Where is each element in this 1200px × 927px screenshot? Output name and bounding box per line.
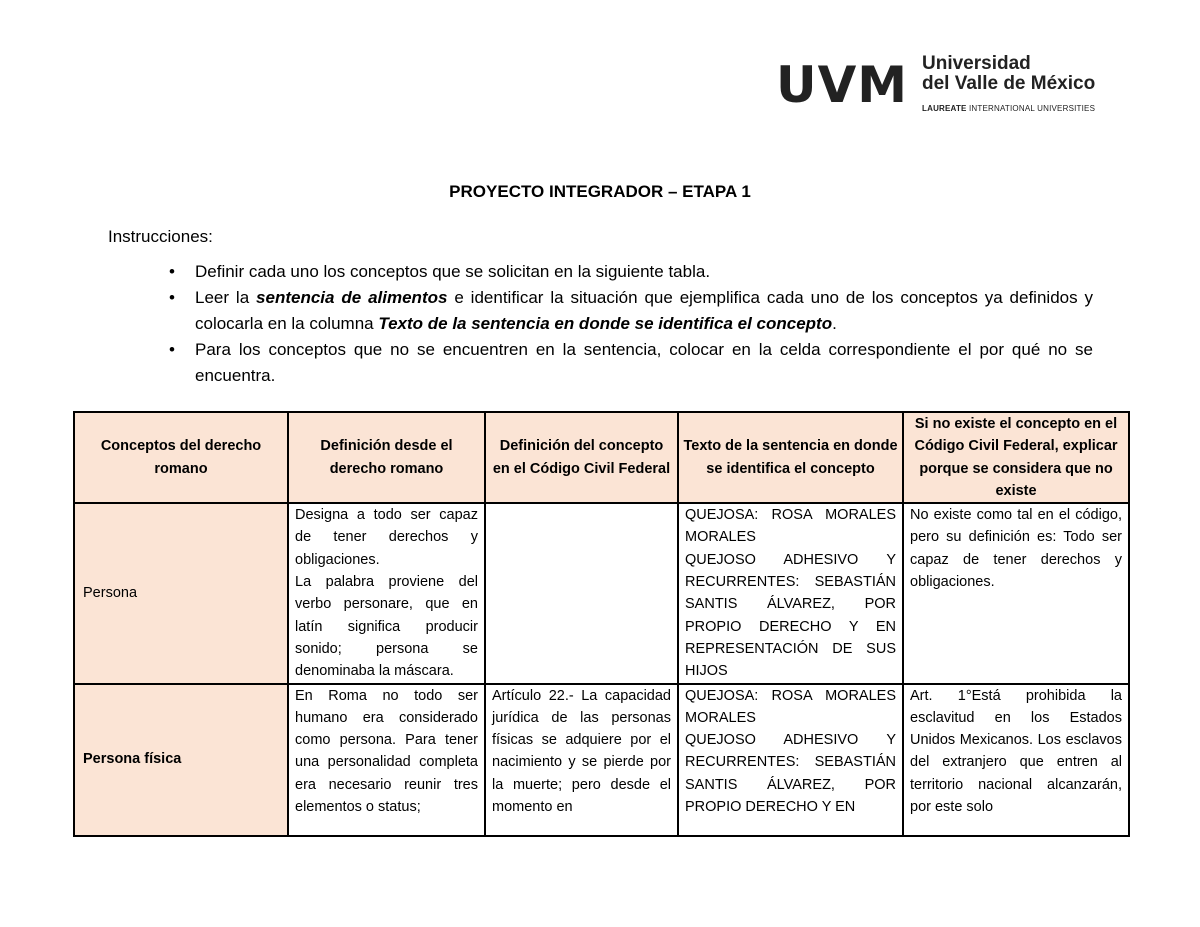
explanation-cell: No existe como tal en el código, pero su definición es: Todo ser capaz de tener derechos y obligaciones.: [903, 503, 1129, 683]
header-explanation: Si no existe el concepto en el Código Civil Federal, explicar porque se considera que no existe: [903, 412, 1129, 503]
logo-name-line2: del Valle de México: [922, 73, 1096, 94]
cell-line: Designa a todo ser capaz de tener derechos y obligaciones.: [295, 507, 478, 568]
roman-definition-cell: En Roma no todo ser humano era considerado como persona. Para tener una personalidad completa era necesario reunir tres elementos o status;: [288, 684, 485, 836]
header-concepts: Conceptos del derecho romano: [74, 412, 288, 503]
logo-tagline: LAUREATE INTERNATIONAL UNIVERSITIES: [922, 104, 1096, 113]
concept-cell: Persona física: [74, 684, 288, 836]
instruction-item: • Definir cada uno los conceptos que se solicitan en la siguiente tabla.: [163, 259, 1093, 285]
cell-line: QUEJOSA: ROSA MORALES MORALES: [685, 507, 896, 546]
logo-name-line1: Universidad: [922, 53, 1031, 74]
header-roman-definition: Definición desde el derecho romano: [288, 412, 485, 503]
document-title: PROYECTO INTEGRADOR – ETAPA 1: [449, 182, 751, 201]
table-row: [74, 503, 1129, 683]
ccf-definition-cell: [485, 503, 678, 683]
concepts-table: [73, 411, 1130, 837]
concept-cell: Persona: [74, 503, 288, 683]
cell-line: QUEJOSO ADHESIVO Y RECURRENTES: SEBASTIÁN SANTIS ÁLVAREZ, POR PROPIO DERECHO Y EN: [685, 732, 896, 816]
instructions-list: [163, 259, 1093, 389]
table-row: [74, 684, 1129, 836]
bullet-icon: •: [169, 262, 175, 281]
uvm-logo: [776, 52, 1096, 118]
instruction-item: • Para los conceptos que no se encuentren en la sentencia, colocar en la celda correspondiente el por qué no se encuentra.: [163, 337, 1093, 389]
cell-line: QUEJOSO ADHESIVO Y RECURRENTES: SEBASTIÁN SANTIS ÁLVAREZ, POR PROPIO DERECHO Y EN REPRESENTACIÓN DE SUS HIJOS: [685, 551, 896, 680]
bullet-icon: •: [169, 340, 175, 359]
table-header-row: [74, 412, 1129, 503]
cell-line: La palabra proviene del verbo personare, que en latín significa producir sonido; persona se denominaba la máscara.: [295, 574, 478, 680]
sentence-text-cell: [678, 684, 903, 836]
header-sentence-text: Texto de la sentencia en donde se identifica el concepto: [678, 412, 903, 503]
sentence-text-cell: [678, 503, 903, 683]
roman-definition-cell: [288, 503, 485, 683]
instruction-item: • Leer la sentencia de alimentos e identificar la situación que ejemplifica cada uno de los conceptos ya definidos y colocarla en la columna Texto de la sentencia en donde se identifica el concepto.: [163, 285, 1093, 337]
explanation-cell: Art. 1°Está prohibida la esclavitud en los Estados Unidos Mexicanos. Los esclavos del extranjero que entren al territorio nacional alcanzarán, por este solo: [903, 684, 1129, 836]
cell-line: QUEJOSA: ROSA MORALES MORALES: [685, 687, 896, 726]
instructions-label: Instrucciones:: [108, 227, 213, 246]
bullet-icon: •: [169, 288, 175, 307]
header-ccf-definition: Definición del concepto en el Código Civil Federal: [485, 412, 678, 503]
logo-mark: UVM: [776, 56, 909, 114]
ccf-definition-cell: Artículo 22.- La capacidad jurídica de las personas físicas se adquiere por el nacimiento y se pierde por la muerte; pero desde el momento en: [485, 684, 678, 836]
